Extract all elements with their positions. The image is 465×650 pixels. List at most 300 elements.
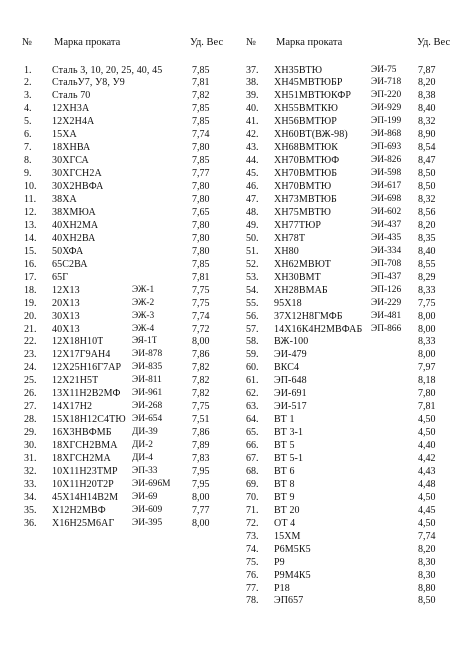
row-grade: Р9 xyxy=(274,556,285,568)
row-number: 16. xyxy=(24,258,37,270)
table-row xyxy=(236,374,465,387)
row-grade: ЭП657 xyxy=(274,595,304,607)
row-designation: ЭИ-878 xyxy=(132,349,163,360)
table-row xyxy=(236,491,465,504)
row-grade: 15ХА xyxy=(52,129,77,141)
table-row xyxy=(236,310,465,323)
row-designation: ЭИ-75 xyxy=(371,64,397,75)
row-designation: ЭИ-868 xyxy=(371,129,402,140)
row-number: 78. xyxy=(246,595,259,607)
row-grade: 12Х25Н16Г7АР xyxy=(52,362,122,374)
row-density: 8,90 xyxy=(418,129,436,141)
row-grade: 15Х18Н12С4ТЮ xyxy=(52,414,126,426)
row-grade: 30ХГСА xyxy=(52,155,89,167)
row-density: 7,82 xyxy=(192,375,210,387)
row-density: 4,43 xyxy=(418,465,436,477)
row-number: 33. xyxy=(24,478,37,490)
header-number: № xyxy=(246,37,257,48)
row-grade: 40Х13 xyxy=(52,323,80,335)
row-grade: Сталь 70 xyxy=(52,90,91,102)
table-row xyxy=(0,245,240,258)
row-density: 8,00 xyxy=(418,323,436,335)
row-grade: ВТ 20 xyxy=(274,504,300,516)
row-density: 8,20 xyxy=(418,77,436,89)
row-grade: ХН70ВМТЮФ xyxy=(274,155,340,167)
row-designation: ЭП-693 xyxy=(371,142,402,153)
row-number: 68. xyxy=(246,465,259,477)
row-grade: 40ХН2МА xyxy=(52,219,99,231)
row-grade: 18ХНВА xyxy=(52,142,91,154)
row-number: 54. xyxy=(246,284,259,296)
row-grade: ХН55ВМТКЮ xyxy=(274,103,338,115)
row-density: 7,72 xyxy=(192,323,210,335)
row-number: 29. xyxy=(24,427,37,439)
table-row xyxy=(236,128,465,141)
row-designation: ЭИ-698 xyxy=(371,194,402,204)
row-density: 7,85 xyxy=(192,103,210,115)
row-grade: ХН77ТЮР xyxy=(274,219,322,231)
row-number: 20. xyxy=(24,310,37,322)
row-grade: 18ХГСН2ВМА xyxy=(52,440,118,452)
row-designation: ЭП-33 xyxy=(132,465,158,476)
row-density: 7,85 xyxy=(192,155,210,167)
table-row xyxy=(0,439,240,452)
row-number: 43. xyxy=(246,142,259,154)
row-grade: ХН30ВМТ xyxy=(274,271,321,283)
row-density: 4,50 xyxy=(418,491,436,503)
row-grade: ХН80 xyxy=(274,245,299,257)
row-grade: 38ХМЮА xyxy=(52,206,96,218)
row-number: 5. xyxy=(24,116,32,128)
table-row xyxy=(236,426,465,439)
row-number: 50. xyxy=(246,232,259,244)
header-grade: Марка проката xyxy=(54,37,121,48)
row-designation: ЭИ-826 xyxy=(371,155,402,166)
row-designation: ЭЯ-1Т xyxy=(132,336,158,347)
row-density: 8,00 xyxy=(192,517,210,529)
row-number: 42. xyxy=(246,129,259,141)
row-density: 7,82 xyxy=(192,90,210,102)
table-row xyxy=(0,478,240,491)
row-number: 11. xyxy=(24,194,37,205)
row-grade: ХН28ВМАБ xyxy=(274,284,328,296)
row-grade: 45Х14Н14В2М xyxy=(52,491,119,503)
table-row xyxy=(0,284,240,297)
row-grade: ВТ 5-1 xyxy=(274,453,304,464)
row-density: 8,00 xyxy=(418,349,436,361)
table-row xyxy=(0,323,240,336)
row-number: 14. xyxy=(24,232,37,244)
row-number: 37. xyxy=(246,64,259,76)
table-row xyxy=(236,387,465,400)
row-density: 8,18 xyxy=(418,375,436,387)
header-density: Уд. Вес xyxy=(417,37,451,48)
row-grade: СтальУ7, У8, У9 xyxy=(52,77,125,89)
table-row xyxy=(236,530,465,543)
row-density: 7,80 xyxy=(192,194,210,205)
row-number: 65. xyxy=(246,427,259,439)
row-density: 7,95 xyxy=(192,478,210,490)
row-density: 7,77 xyxy=(192,168,210,180)
row-grade: ХН70ВМТЮ xyxy=(274,181,332,193)
row-designation: ЭИ-481 xyxy=(371,310,402,321)
row-designation: ЭЖ-1 xyxy=(132,284,155,295)
table-row xyxy=(0,115,240,128)
row-grade: 18ХГСН2МА xyxy=(52,453,111,464)
row-grade: ВКС4 xyxy=(274,362,300,374)
row-number: 58. xyxy=(246,336,259,348)
row-density: 7,86 xyxy=(192,427,210,439)
row-number: 18. xyxy=(24,284,37,296)
row-grade: ХН56ВМТЮР xyxy=(274,116,337,128)
row-number: 44. xyxy=(246,155,259,167)
row-number: 66. xyxy=(246,440,259,452)
table-row xyxy=(236,361,465,374)
row-number: 62. xyxy=(246,388,259,400)
table-row xyxy=(236,478,465,491)
row-grade: 12Х18Н10Т xyxy=(52,336,104,348)
table-row xyxy=(236,64,465,77)
row-designation: ЭИ-268 xyxy=(132,401,163,412)
table-row xyxy=(0,387,240,400)
row-density: 7,86 xyxy=(192,349,210,361)
header-number: № xyxy=(22,37,33,48)
row-density: 4,50 xyxy=(418,414,436,426)
row-grade: ХН60ВТ(ВЖ-98) xyxy=(274,129,348,141)
row-grade: ХН75МВТЮ xyxy=(274,206,332,218)
row-number: 24. xyxy=(24,362,37,374)
row-number: 59. xyxy=(246,349,259,361)
row-number: 26. xyxy=(24,388,37,400)
row-number: 76. xyxy=(246,569,259,581)
table-row xyxy=(0,452,240,465)
table-row xyxy=(236,284,465,297)
row-density: 4,48 xyxy=(418,478,436,490)
row-number: 77. xyxy=(246,582,259,594)
row-designation: ЭИ-617 xyxy=(371,181,402,192)
row-grade: ВТ 6 xyxy=(274,465,295,477)
row-number: 46. xyxy=(246,181,259,193)
row-density: 7,82 xyxy=(192,388,210,400)
row-density: 7,75 xyxy=(418,297,436,309)
row-designation: ЭП-708 xyxy=(371,258,402,269)
row-number: 74. xyxy=(246,543,259,555)
row-density: 4,45 xyxy=(418,504,436,516)
row-number: 32. xyxy=(24,465,37,477)
table-row xyxy=(0,361,240,374)
row-designation: ЭИ-718 xyxy=(371,77,402,88)
row-grade: ВЖ-100 xyxy=(274,336,309,348)
row-grade: 12ХН3А xyxy=(52,103,90,115)
table-row xyxy=(236,297,465,310)
row-density: 7,82 xyxy=(192,362,210,374)
row-density: 8,29 xyxy=(418,271,436,283)
row-number: 35. xyxy=(24,504,37,516)
row-density: 4,42 xyxy=(418,453,436,464)
row-number: 27. xyxy=(24,401,37,413)
row-grade: 65Г xyxy=(52,271,69,283)
row-number: 70. xyxy=(246,491,259,503)
row-density: 7,74 xyxy=(192,310,210,322)
table-row xyxy=(0,465,240,478)
row-grade: 30Х13 xyxy=(52,310,80,322)
row-density: 8,55 xyxy=(418,258,436,270)
row-density: 8,56 xyxy=(418,206,436,218)
row-number: 6. xyxy=(24,129,32,141)
row-grade: ЭП-648 xyxy=(274,375,307,387)
table-row xyxy=(236,465,465,478)
row-density: 7,81 xyxy=(418,401,436,413)
row-grade: 30Х2НВФА xyxy=(52,181,104,193)
row-density: 7,89 xyxy=(192,440,210,452)
table-row xyxy=(0,517,240,530)
row-number: 23. xyxy=(24,349,37,361)
row-density: 8,32 xyxy=(418,194,436,205)
table-row xyxy=(236,141,465,154)
table-row xyxy=(0,102,240,115)
row-designation: ЭЖ-3 xyxy=(132,310,155,321)
table-row xyxy=(236,543,465,556)
row-density: 7,85 xyxy=(192,258,210,270)
row-number: 49. xyxy=(246,219,259,231)
row-grade: 10Х11Н23ТМР xyxy=(52,465,118,477)
row-designation: ЭИ-435 xyxy=(371,232,402,243)
row-designation: ЭП-199 xyxy=(371,116,402,127)
row-grade: ХН73МВТЮБ xyxy=(274,194,337,205)
table-row xyxy=(236,115,465,128)
table-row xyxy=(0,504,240,517)
table-row xyxy=(0,206,240,219)
row-designation: ЭИ-961 xyxy=(132,388,163,399)
row-density: 8,40 xyxy=(418,245,436,257)
row-grade: 37Х12Н8ГМФБ xyxy=(274,310,343,322)
row-number: 64. xyxy=(246,414,259,426)
table-row xyxy=(236,258,465,271)
row-grade: Р18 xyxy=(274,582,290,594)
row-designation: ЭИ-654 xyxy=(132,414,163,425)
row-grade: Сталь 3, 10, 20, 25, 40, 45 xyxy=(52,64,163,76)
row-density: 7,97 xyxy=(418,362,436,374)
row-grade: 30ХГСН2А xyxy=(52,168,102,180)
row-number: 69. xyxy=(246,478,259,490)
row-number: 40. xyxy=(246,103,259,115)
row-designation: ЭП-437 xyxy=(371,271,402,282)
row-density: 7,95 xyxy=(192,465,210,477)
row-density: 8,00 xyxy=(418,310,436,322)
row-density: 8,38 xyxy=(418,90,436,102)
table-row xyxy=(236,556,465,569)
table-row xyxy=(236,582,465,595)
row-density: 7,51 xyxy=(192,414,210,426)
row-grade: Х16Н25М6АГ xyxy=(52,517,115,529)
table-row xyxy=(236,180,465,193)
row-density: 8,30 xyxy=(418,569,436,581)
row-number: 22. xyxy=(24,336,37,348)
row-density: 7,80 xyxy=(192,219,210,231)
row-number: 30. xyxy=(24,440,37,452)
table-row xyxy=(0,258,240,271)
table-row xyxy=(236,504,465,517)
table-row xyxy=(236,594,465,607)
row-density: 7,80 xyxy=(192,232,210,244)
row-grade: Р9М4К5 xyxy=(274,569,311,581)
row-grade: 14Х17Н2 xyxy=(52,401,93,413)
row-grade: 15ХМ xyxy=(274,530,301,542)
row-density: 8,00 xyxy=(192,491,210,503)
row-number: 17. xyxy=(24,271,37,283)
table-row xyxy=(0,348,240,361)
table-row xyxy=(0,413,240,426)
table-row xyxy=(0,426,240,439)
row-density: 8,33 xyxy=(418,336,436,348)
table-row xyxy=(236,154,465,167)
row-density: 7,80 xyxy=(418,388,436,400)
table-row xyxy=(0,335,240,348)
row-number: 55. xyxy=(246,297,259,309)
row-density: 7,65 xyxy=(192,206,210,218)
row-designation: ЭЖ-2 xyxy=(132,297,155,308)
row-density: 8,50 xyxy=(418,595,436,607)
row-density: 7,75 xyxy=(192,284,210,296)
header-grade: Марка проката xyxy=(276,37,343,48)
row-designation: ЭИ-696М xyxy=(132,478,171,489)
table-row xyxy=(236,517,465,530)
row-grade: 12Х17Г9АН4 xyxy=(52,349,111,361)
row-grade: 10Х11Н20Т2Р xyxy=(52,478,114,490)
row-number: 8. xyxy=(24,155,32,167)
row-grade: ЭИ-691 xyxy=(274,388,307,400)
row-density: 4,50 xyxy=(418,427,436,439)
table-row xyxy=(236,452,465,465)
row-number: 72. xyxy=(246,517,259,529)
table-row xyxy=(236,167,465,180)
row-density: 4,50 xyxy=(418,517,436,529)
table-row xyxy=(0,141,240,154)
row-grade: 12Х21Н5Т xyxy=(52,375,99,387)
row-designation: ЭИ-929 xyxy=(371,103,402,114)
row-density: 8,40 xyxy=(418,103,436,115)
table-row xyxy=(236,271,465,284)
row-density: 8,20 xyxy=(418,543,436,555)
row-density: 7,80 xyxy=(192,142,210,154)
table-row xyxy=(0,76,240,89)
row-number: 39. xyxy=(246,90,259,102)
row-designation: ЭИ-437 xyxy=(371,219,402,230)
row-grade: 14Х16К4Н2МВФАБ xyxy=(274,323,363,335)
table-row xyxy=(0,193,240,206)
row-grade: ВТ 1 xyxy=(274,414,295,426)
row-grade: ХН45МВТЮБР xyxy=(274,77,343,89)
row-grade: ОТ 4 xyxy=(274,517,296,529)
table-row xyxy=(0,297,240,310)
row-grade: ЭИ-479 xyxy=(274,349,307,361)
row-number: 1. xyxy=(24,64,32,76)
row-grade: ВТ 8 xyxy=(274,478,295,490)
row-number: 47. xyxy=(246,194,259,205)
row-density: 7,81 xyxy=(192,77,210,89)
table-row xyxy=(0,167,240,180)
row-grade: ВТ 9 xyxy=(274,491,295,503)
row-designation: ЭИ-395 xyxy=(132,517,163,528)
row-designation: ЭЖ-4 xyxy=(132,323,155,334)
table-row xyxy=(0,374,240,387)
row-number: 36. xyxy=(24,517,37,529)
table-row xyxy=(236,206,465,219)
row-density: 7,87 xyxy=(418,64,436,76)
row-designation: ЭП-220 xyxy=(371,90,402,101)
table-row xyxy=(236,232,465,245)
row-density: 7,77 xyxy=(192,504,210,516)
row-grade: 65С2ВА xyxy=(52,258,88,270)
row-grade: 13Х11Н2В2МФ xyxy=(52,388,121,400)
row-number: 73. xyxy=(246,530,259,542)
row-number: 56. xyxy=(246,310,259,322)
table-row xyxy=(0,271,240,284)
row-density: 7,80 xyxy=(192,245,210,257)
row-density: 7,81 xyxy=(192,271,210,283)
row-grade: ХН68ВМТЮК xyxy=(274,142,338,154)
row-density: 7,80 xyxy=(192,181,210,193)
row-density: 8,35 xyxy=(418,232,436,244)
table-row xyxy=(236,413,465,426)
row-density: 8,47 xyxy=(418,155,436,167)
row-designation: ЭИ-609 xyxy=(132,504,163,515)
row-number: 15. xyxy=(24,245,37,257)
row-number: 2. xyxy=(24,77,32,89)
row-designation: ДИ-39 xyxy=(132,427,158,438)
row-grade: ЭИ-517 xyxy=(274,401,307,413)
table-row xyxy=(236,102,465,115)
row-grade: 16Х3НВФМБ xyxy=(52,427,112,439)
row-density: 7,75 xyxy=(192,297,210,309)
row-designation: ЭП-866 xyxy=(371,323,402,334)
row-density: 7,75 xyxy=(192,401,210,413)
table-row xyxy=(0,64,240,77)
row-number: 71. xyxy=(246,504,259,516)
row-grade: ХН51МВТЮКФР xyxy=(274,90,352,102)
table-row xyxy=(0,89,240,102)
row-number: 10. xyxy=(24,181,37,193)
row-density: 8,20 xyxy=(418,219,436,231)
row-designation: ЭИ-811 xyxy=(132,375,162,386)
row-number: 19. xyxy=(24,297,37,309)
table-row xyxy=(0,491,240,504)
row-number: 75. xyxy=(246,556,259,568)
row-grade: Р6М5К5 xyxy=(274,543,311,555)
row-density: 7,85 xyxy=(192,64,210,76)
row-designation: ЭИ-69 xyxy=(132,491,158,502)
table-row xyxy=(236,335,465,348)
row-density: 8,30 xyxy=(418,556,436,568)
table-row xyxy=(0,400,240,413)
table-row xyxy=(236,245,465,258)
row-number: 61. xyxy=(246,375,259,387)
row-density: 4,40 xyxy=(418,440,436,452)
row-grade: ХН78Т xyxy=(274,232,306,244)
row-density: 8,33 xyxy=(418,284,436,296)
table-row xyxy=(0,219,240,232)
row-grade: 12Х2Н4А xyxy=(52,116,95,128)
row-grade: ХН62МВЮТ xyxy=(274,258,331,270)
row-number: 41. xyxy=(246,116,259,128)
row-grade: ХН70ВМТЮБ xyxy=(274,168,338,180)
row-number: 4. xyxy=(24,103,32,115)
row-designation: ЭИ-334 xyxy=(371,245,402,256)
row-number: 34. xyxy=(24,491,37,503)
row-density: 7,74 xyxy=(418,530,436,542)
table-row xyxy=(0,128,240,141)
row-density: 7,85 xyxy=(192,116,210,128)
